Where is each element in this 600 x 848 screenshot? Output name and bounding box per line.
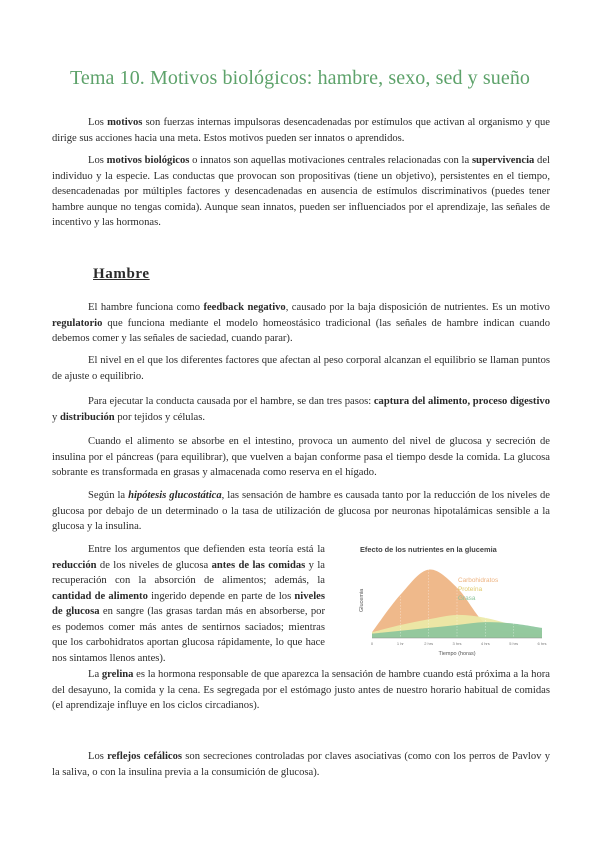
paragraph-argumentos-teoria: Entre los argumentos que defienden esta teoría está la reducción de los niveles de glucosa antes de las comidas y la recuperación con la absorción de alimentos; además, la cantidad de alimento ingerido depende en parte de los niveles de glucosa en sangre (las grasas tardan más en absorberse, por es podemos comer más antes de sentirnos saciados; mientras que los carbohidratos aportan glucosa rápidamente, lo que hace nos sintamos llenos antes).	[52, 544, 326, 664]
paragraph-hipotesis-glucostatica: Según la hipótesis glucostática, las sensación de hambre es causada tanto por la reducción de los niveles de glucosa por debajo de un determinado o la tasa de utilización de glucosa por neuronas hipotalámicas sensible a la glucosa y la insulina.	[52, 490, 550, 532]
chart-title: Efecto de los nutrientes en la glucemia	[360, 545, 497, 554]
x-tick-label: 1 hr	[396, 641, 404, 646]
x-tick-label: 4 hrs	[480, 641, 490, 646]
x-tick-label: 3 hrs	[452, 641, 462, 646]
paragraph-grelina: La grelina es la hormona responsable de que aparezca la sensación de hambre cuando está próxima a la hora del desayuno, la comida y la cena. Es segregada por el estómago justo antes de nuestro horario habitual de comidas (el aprendizaje influye en los ciclos circadianos).	[52, 669, 550, 711]
paragraph-feedback-negativo: El hambre funciona como feedback negativo, causado por la baja disposición de nutrientes. Es un motivo regulatorio que funciona mediante el modelo homeostásico tradicional (las señales de hambre indican cuando debemos comer y las señales de saciedad, cuando parar).	[52, 302, 550, 344]
legend-item-carbohidratos: Carbohidratos	[458, 577, 499, 584]
glucemia-chart	[354, 540, 550, 660]
legend-item-grasa: Grasa	[458, 595, 476, 602]
intro-paragraph-motivos: Los motivos son fuerzas internas impulsoras desencadenadas por estímulos que activan al organismo y que dirige sus acciones hacia una meta. Estos motivos pueden ser innatos o aprendidos.	[52, 117, 550, 144]
page-title: Tema 10. Motivos biológicos: hambre, sexo, sed y sueño	[69, 67, 531, 89]
paragraph-puntos-de-ajuste: El nivel en el que los diferentes factores que afectan al peso corporal alcanzan el equilibrio se llaman puntos de ajuste o equilibrio.	[52, 355, 550, 382]
chart-y-axis-label: Glucemia	[359, 588, 365, 612]
x-tick-label: 0	[370, 641, 374, 646]
legend-item-proteína: Proteína	[458, 586, 483, 593]
section-heading-hambre: Hambre	[93, 266, 150, 282]
chart-legend	[458, 577, 498, 602]
glucemia-chart-svg	[354, 540, 550, 660]
intro-paragraph-motivos-biologicos: Los motivos biológicos o innatos son aquellas motivaciones centrales relacionadas con la supervivencia del individuo y la especie. Las conductas que provocan son propositivas (tiene un objetivo), persistentes en el tiempo, desencadenadas por múltiples factores y desencadenadas en ausencia de estímulos discriminativos (puedes tener hambre aunque no tengas comida). Aunque sean innatos, pueden ser influenciados por el aprendizaje, las señales de incentivo y las hormonas.	[52, 155, 550, 228]
chart-series-group	[372, 570, 542, 638]
paragraph-absorcion-glucosa: Cuando el alimento se absorbe en el intestino, provoca un aumento del nivel de glucosa y secreción de insulina por el páncreas (para equilibrar), que vuelven a bajan conforme pasa el tiempo desde la comida. La glucosa sobrante es transformada en grasas y almacenada como reserva en el hígado.	[52, 436, 550, 478]
chart-x-axis-label: Tiempo (horas)	[438, 651, 476, 657]
paragraph-tres-pasos: Para ejecutar la conducta causada por el hambre, se dan tres pasos: captura del alimento, proceso digestivo y distribución por tejidos y células.	[52, 396, 550, 423]
paragraph-reflejos-cefalicos: Los reflejos cefálicos son secreciones controladas por claves asociativas (como con los perros de Pavlov y la saliva, o con la insulina previa a la consumición de glucosa).	[52, 751, 550, 778]
x-tick-label: 2 hrs	[424, 641, 434, 646]
x-tick-label: 6 hrs	[537, 641, 547, 646]
x-tick-label: 5 hrs	[509, 641, 519, 646]
